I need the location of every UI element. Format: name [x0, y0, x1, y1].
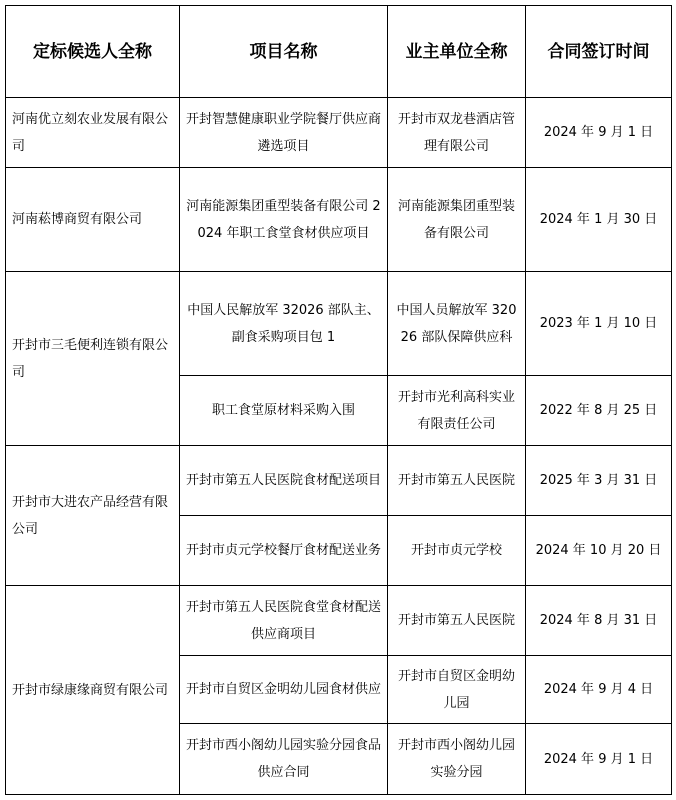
project-cell: 开封市第五人民医院食材配送项目 — [180, 446, 388, 516]
project-cell: 职工食堂原材料采购入围 — [180, 376, 388, 446]
date-cell: 2024 年 9 月 4 日 — [526, 656, 672, 724]
project-cell: 开封市第五人民医院食堂食材配送供应商项目 — [180, 586, 388, 656]
header-candidate: 定标候选人全称 — [6, 6, 180, 98]
owner-cell: 开封市贞元学校 — [388, 516, 526, 586]
candidate-cell: 开封市大进农产品经营有限公司 — [6, 446, 180, 586]
candidate-cell: 开封市绿康缘商贸有限公司 — [6, 586, 180, 795]
date-cell: 2024 年 1 月 30 日 — [526, 168, 672, 272]
owner-cell: 开封市双龙巷酒店管理有限公司 — [388, 98, 526, 168]
table-row — [6, 272, 672, 376]
project-cell: 开封市西小阁幼儿园实验分园食品供应合同 — [180, 724, 388, 795]
date-cell: 2024 年 8 月 31 日 — [526, 586, 672, 656]
candidate-cell: 河南优立刻农业发展有限公司 — [6, 98, 180, 168]
project-cell: 中国人民解放军 32026 部队主、副食采购项目包 1 — [180, 272, 388, 376]
date-cell: 2022 年 8 月 25 日 — [526, 376, 672, 446]
date-cell: 2024 年 10 月 20 日 — [526, 516, 672, 586]
owner-cell: 开封市第五人民医院 — [388, 446, 526, 516]
owner-cell: 河南能源集团重型装备有限公司 — [388, 168, 526, 272]
table-row — [6, 98, 672, 168]
header-project: 项目名称 — [180, 6, 388, 98]
date-cell: 2023 年 1 月 10 日 — [526, 272, 672, 376]
project-cell: 开封市自贸区金明幼儿园食材供应 — [180, 656, 388, 724]
header-date: 合同签订时间 — [526, 6, 672, 98]
candidate-table — [5, 5, 672, 795]
date-cell: 2024 年 9 月 1 日 — [526, 724, 672, 795]
table-row — [6, 446, 672, 516]
table-row — [6, 168, 672, 272]
owner-cell: 开封市西小阁幼儿园实验分园 — [388, 724, 526, 795]
header-owner: 业主单位全称 — [388, 6, 526, 98]
candidate-cell: 河南菘博商贸有限公司 — [6, 168, 180, 272]
table-row — [6, 586, 672, 656]
owner-cell: 开封市光利高科实业有限责任公司 — [388, 376, 526, 446]
project-cell: 河南能源集团重型装备有限公司 2024 年职工食堂食材供应项目 — [180, 168, 388, 272]
owner-cell: 开封市第五人民医院 — [388, 586, 526, 656]
project-cell: 开封智慧健康职业学院餐厅供应商遴选项目 — [180, 98, 388, 168]
table-header-row — [6, 6, 672, 98]
date-cell: 2025 年 3 月 31 日 — [526, 446, 672, 516]
candidate-cell: 开封市三毛便利连锁有限公司 — [6, 272, 180, 446]
owner-cell: 中国人员解放军 32026 部队保障供应科 — [388, 272, 526, 376]
date-cell: 2024 年 9 月 1 日 — [526, 98, 672, 168]
owner-cell: 开封市自贸区金明幼儿园 — [388, 656, 526, 724]
project-cell: 开封市贞元学校餐厅食材配送业务 — [180, 516, 388, 586]
